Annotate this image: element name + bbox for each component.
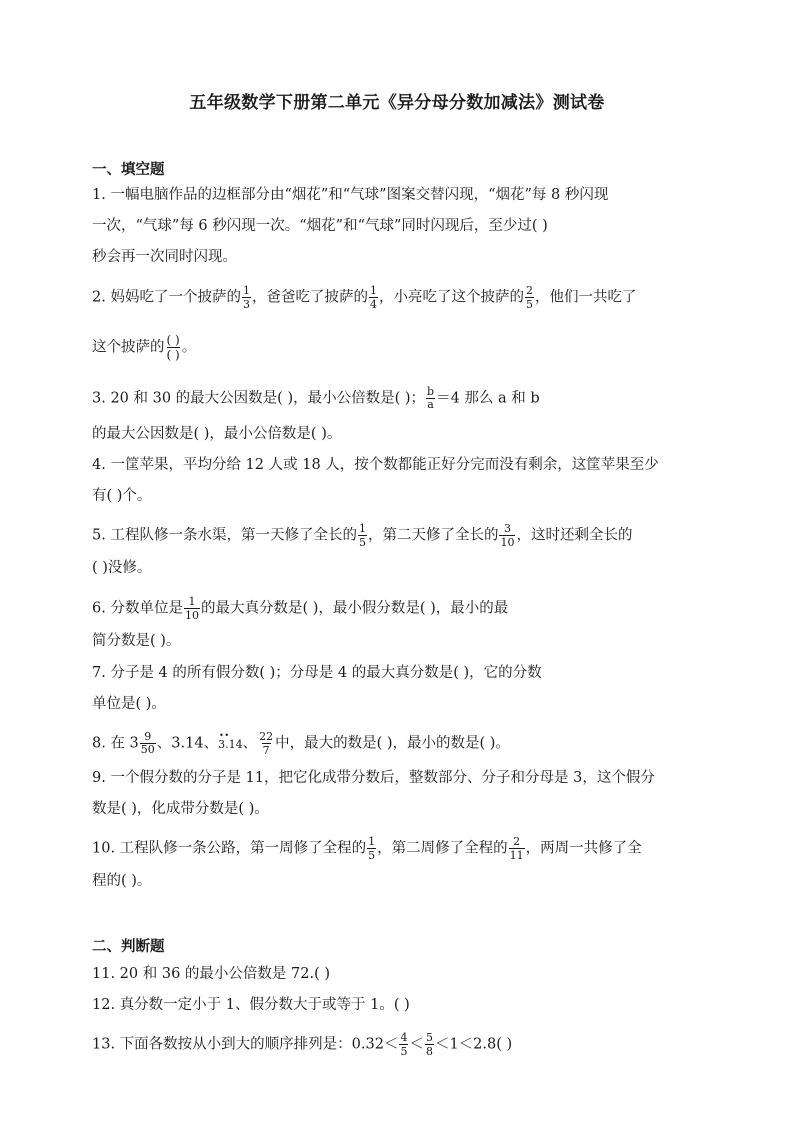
q13-line: 13. 下面各数按从小到大的顺序排列是：0.32＜ $\frac{4}{5}$ ＜ $\frac{5}{8}$ ＜1＜2.8( ) (92, 1031, 513, 1058)
q10-line2: 程的( )。 (92, 873, 152, 889)
fraction: $\frac{9}{50}$ (140, 730, 155, 756)
q6-line2: 简分数是( )。 (92, 633, 181, 649)
q8-line1: 8. 在 3 $\frac{9}{50}$ 、3.14、• • 3.14、 $\frac{22}{7}$ 中，最大的数是( )，最小的数是( )。 (92, 730, 510, 757)
q6-line1: 6. 分数单位是 $\frac{1}{10}$ 的最大真分数是( )，最小假分数是( )，最小的最 (92, 595, 509, 622)
q5-line2: ( )没修。 (92, 560, 152, 576)
q2-text-c: ，小亮吃了这个披萨的 (378, 289, 524, 306)
q1-line3: 秒会再一次同时闪现。 (92, 249, 237, 265)
q5-line1: 5. 工程队修一条水渠，第一天修了全长的 $\frac{1}{5}$ ，第二天修了全长的 $\frac{3}{10}$ ，这时还剩全长的 (92, 522, 633, 549)
blank-fraction-answer[interactable]: $\frac{( )}{( )}$ (166, 333, 180, 362)
fraction: $\frac{1}{10}$ (184, 595, 199, 622)
q1-line1: 1. 一幅电脑作品的边框部分由“烟花”和“气球”图案交替闪现，“烟花”每 8 秒闪现 (92, 187, 609, 203)
fraction: $\frac{3}{10}$ (500, 522, 515, 549)
q12-line: 12. 真分数一定小于 1、假分数大于或等于 1。( ) (92, 997, 410, 1013)
fraction: $\frac{22}{7}$ (259, 730, 274, 757)
q7-line1: 7. 分子是 4 的所有假分数( )；分母是 4 的最大真分数是( )，它的分数 (92, 665, 542, 681)
q3-line2: 的最大公因数是( )，最小公倍数是( )。 (92, 426, 342, 442)
fraction-b-over-a: $\frac{b}{a}$ (427, 385, 435, 411)
fraction: $\frac{1}{3}$ (242, 284, 250, 311)
section-fill-heading: 一、填空题 (92, 161, 165, 178)
q2-text-e: 这个披萨的 (92, 339, 165, 356)
page-title: 五年级数学下册第二单元《异分母分数加减法》测试卷 (189, 93, 605, 113)
q2-line2: 这个披萨的 $\frac{( )}{( )}$ 。 (92, 333, 197, 362)
fraction: $\frac{1}{4}$ (369, 284, 377, 311)
section-judge-heading: 二、判断题 (92, 938, 165, 955)
fraction: $\frac{4}{5}$ (400, 1031, 408, 1058)
q3-line1 (92, 386, 540, 411)
q1-line2: 一次，“气球”每 6 秒闪现一次。“烟花”和“气球”同时闪现后，至少过( ) (92, 218, 548, 234)
q4-line2: 有( )个。 (92, 488, 152, 504)
q2-text-a: 2. 妈妈吃了一个披萨的 (92, 289, 241, 306)
fraction: $\frac{2}{5}$ (525, 284, 533, 311)
q3-text-b: ＝4 那么 a 和 b (436, 390, 540, 407)
fraction: $\frac{2}{11}$ (509, 835, 524, 862)
q4-line1: 4. 一筐苹果，平均分给 12 人或 18 人，按个数都能正好分完而没有剩余，这筐苹果至少 (92, 457, 659, 473)
q3-text-a: 3. 20 和 30 的最大公因数是( )，最小公倍数是( )； (92, 390, 426, 407)
fraction: $\frac{5}{8}$ (425, 1031, 433, 1058)
q2-text-d: ，他们一共吃了 (534, 289, 637, 306)
q11-line: 11. 20 和 36 的最小公倍数是 72.( ) (92, 966, 330, 982)
q2-text-b: ，爸爸吃了披萨的 (251, 289, 368, 306)
fraction: $\frac{1}{5}$ (368, 835, 376, 862)
q9-line1: 9. 一个假分数的分子是 11，把它化成带分数后，整数部分、分子和分母是 3，这个假分 (92, 770, 655, 786)
repeating-decimal: • • 3.14 (218, 735, 243, 755)
q9-line2: 数是( )，化成带分数是( )。 (92, 801, 269, 817)
q7-line2: 单位是( )。 (92, 696, 166, 712)
q10-line1: 10. 工程队修一条公路，第一周修了全程的 $\frac{1}{5}$ ，第二周修了全程的 $\frac{2}{11}$ ，两周一共修了全 (92, 835, 642, 862)
fraction: $\frac{1}{5}$ (358, 522, 366, 549)
q2-line1 (92, 284, 636, 311)
